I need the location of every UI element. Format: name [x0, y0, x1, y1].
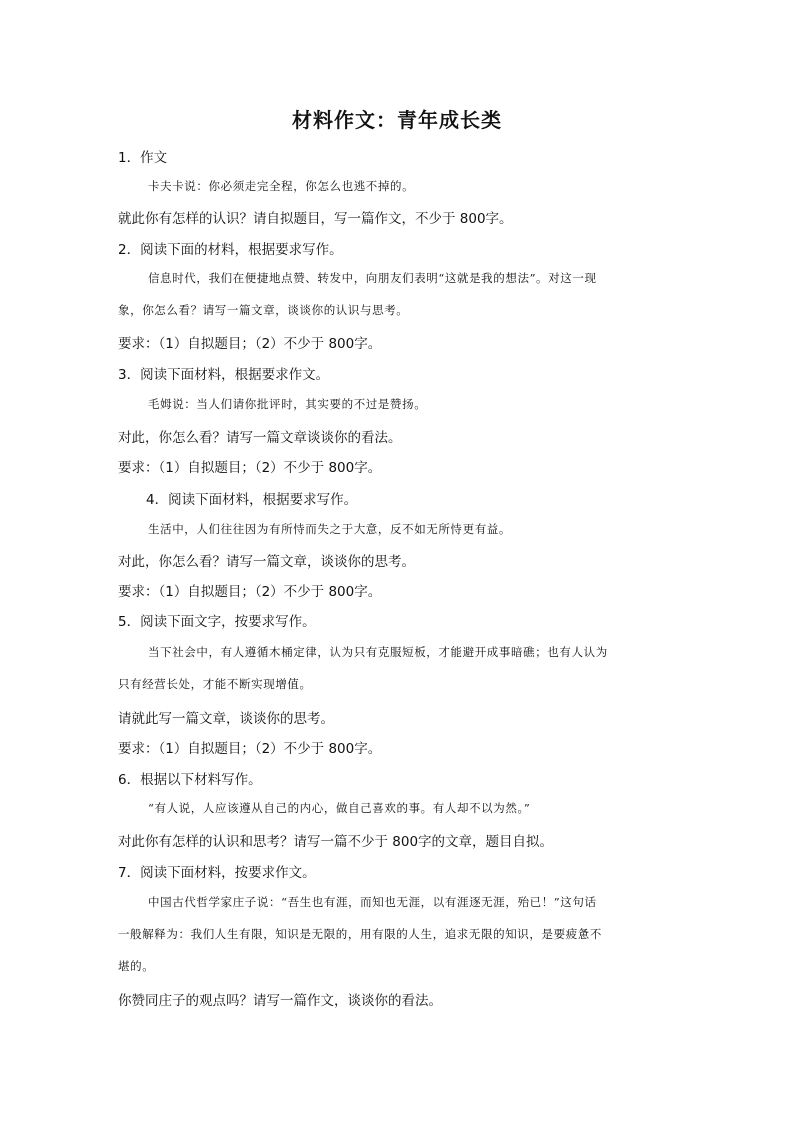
question-4-material: 生活中，人们往往因为有所恃而失之于大意，反不如无所恃更有益。 [148, 522, 511, 536]
question-2-heading: 2．阅读下面的材料，根据要求写作。 [118, 242, 343, 258]
question-4-requirement-2: 要求：（1）自拟题目；（2）不少于 800字。 [118, 584, 382, 600]
question-6-heading: 6．根据以下材料写作。 [118, 772, 262, 788]
question-1-material: 卡夫卡说：你必须走完全程，你怎么也逃不掉的。 [148, 179, 415, 193]
question-2-material-line-2: 象，你怎么看？请写一篇文章，谈谈你的认识与思考。 [118, 303, 409, 317]
question-5-requirement-1: 请就此写一篇文章，谈谈你的思考。 [118, 711, 334, 727]
question-3-heading: 3．阅读下面材料，根据要求作文。 [118, 367, 330, 383]
question-7-material-line-3: 堪的。 [118, 959, 155, 973]
question-2-requirement: 要求：（1）自拟题目；（2）不少于 800字。 [118, 336, 382, 352]
question-2-material-line-1: 信息时代，我们在便捷地点赞、转发中，向朋友们表明“这就是我的想法”。对这一现 [148, 271, 597, 285]
question-1-heading: 1．作文 [118, 150, 168, 166]
question-5-material-line-1: 当下社会中，有人遵循木桶定律，认为只有克服短板，才能避开成事暗礁；也有人认为 [148, 645, 608, 659]
question-4-heading: 4．阅读下面材料，根据要求写作。 [146, 492, 358, 508]
question-5-material-line-2: 只有经营长处，才能不断实现增值。 [118, 677, 312, 691]
page-title: 材料作文：青年成长类 [292, 108, 502, 132]
question-3-material: 毛姆说：当人们请你批评时，其实要的不过是赞扬。 [148, 397, 427, 411]
question-3-requirement-1: 对此，你怎么看？请写一篇文章谈谈你的看法。 [118, 430, 402, 446]
question-6-material: “有人说，人应该遵从自己的内心，做自己喜欢的事。有人却不以为然。” [148, 801, 531, 815]
question-5-requirement-2: 要求：（1）自拟题目；（2）不少于 800字。 [118, 741, 382, 757]
question-3-requirement-2: 要求：（1）自拟题目；（2）不少于 800字。 [118, 460, 382, 476]
question-5-heading: 5．阅读下面文字，按要求写作。 [118, 614, 316, 630]
question-6-requirement: 对此你有怎样的认识和思考？请写一篇不少于 800字的文章，题目自拟。 [118, 834, 554, 850]
question-4-requirement-1: 对此，你怎么看？请写一篇文章，谈谈你的思考。 [118, 554, 415, 570]
question-7-material-line-2: 一般解释为：我们人生有限，知识是无限的，用有限的人生，追求无限的知识，是要疲惫不 [118, 927, 602, 941]
question-7-requirement: 你赞同庄子的观点吗？请写一篇作文，谈谈你的看法。 [118, 993, 442, 1009]
question-7-material-line-1: 中国古代哲学家庄子说：“吾生也有涯，而知也无涯，以有涯逐无涯，殆已！”这句话 [148, 895, 597, 909]
question-1-requirement: 就此你有怎样的认识？请自拟题目，写一篇作文，不少于 800字。 [118, 211, 513, 227]
question-7-heading: 7．阅读下面材料，按要求作文。 [118, 865, 316, 881]
